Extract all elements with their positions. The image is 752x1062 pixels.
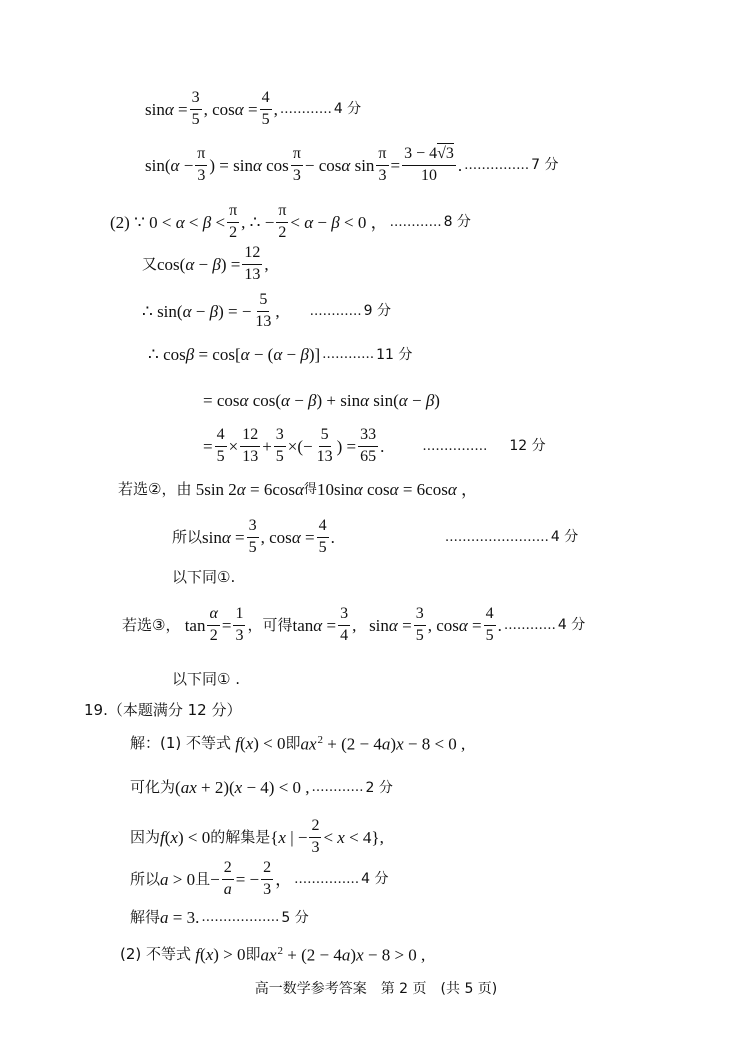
score-8: 8 分	[443, 214, 471, 231]
q19-line1: 解：(1) 不等式 f(x) < 0 即 $ax^2 + (2 - 4a)x - 8 < 0$ ,	[130, 734, 466, 754]
line-option2: 若选②，由 5sin 2α = 6cosα 得 10sinα cosα = 6cosα ，	[118, 480, 479, 499]
page-footer: 高一数学参考答案 第 2 页 (共 5 页)	[254, 981, 498, 997]
score-12: 12 分	[509, 438, 546, 455]
line-part2-range: (2) ∵ 0 < α < β < $\frac{\pi}{2}$ , ∴ − $\frac{\pi}{2}$ < α − β < 0 ， ………… 8 分	[110, 202, 471, 241]
line-same-as-1: 以下同①.	[172, 568, 236, 586]
line-sin-cos-values: sinα = $\frac{3}{5}$ , cosα = $\frac{4}{5}$ , ………… 4 分	[145, 89, 362, 128]
score-4-b: 4 分	[550, 529, 579, 546]
line-option2-result: 所以 sinα = $\frac{3}{5}$ , cosα = $\frac{4}{5}$ . …………………… 4 分	[172, 517, 579, 556]
score-9: 9 分	[363, 303, 392, 320]
line-sin-alpha-minus-pi3: sin(α − $\frac{\pi}{3}$ ) = sinα cos $\frac{\pi}{3}$ − cosα sin $\frac{\pi}{3}$ = $\frac{3 - 4√3}{10}$ . …………… 7 分	[145, 145, 559, 184]
q19-line6: (2) 不等式 f(x) > 0 即 $ax^2 + (2 - 4a)x - 8 > 0$ ,	[120, 945, 426, 965]
score-2: 2 分	[365, 779, 393, 796]
score-7: 7 分	[531, 157, 559, 174]
score-4-d: 4 分	[361, 871, 389, 888]
score-4-c: 4 分	[557, 617, 586, 634]
line-result-33-65: = $\frac{4}{5}$ × $\frac{12}{13}$ + $\frac{3}{5}$ ×(− $\frac{5}{13}$ ) = $\frac{33}{65}$ . …………… 12 分	[203, 426, 546, 465]
q19-line4: 所以 a > 0 且 − $\frac{2}{a}$ = − $\frac{2}{3}$ ， …………… 4 分	[130, 859, 389, 898]
score-5: 5 分	[281, 909, 309, 926]
line-cos-alpha-minus-beta: 又 cos(α − β) = $\frac{12}{13}$ ,	[142, 244, 269, 283]
q19-line5: 解得 a = 3. ……………… 5 分	[130, 908, 309, 927]
score-11: 11 分	[376, 346, 413, 363]
line-option3: 若选③， tan $\frac{\alpha}{2}$ = $\frac{1}{3}$ ，可得 tanα = $\frac{3}{4}$ , sinα = $\frac{3}{5}$ , cosα = $\frac{4}{5}$ . ………… 4 分	[122, 605, 586, 644]
line-sin-alpha-minus-beta: ∴ sin(α − β) = − $\frac{5}{13}$ , ………… 9 分	[142, 291, 392, 330]
q19-title: 19.（本题满分 12 分）	[84, 701, 242, 719]
score-4: 4 分	[333, 101, 362, 118]
line-same-as-1-b: 以下同① .	[172, 670, 240, 688]
q19-line2: 可化为 (ax + 2)(x − 4) < 0 , ………… 2 分	[130, 778, 393, 797]
line-cos-beta: ∴ cosβ = cos[α − (α − β)] ………… 11 分	[148, 345, 413, 364]
line-expansion: = cosα cos(α − β) + sinα sin(α − β)	[203, 391, 440, 410]
q19-line3: 因为 f(x) < 0 的解集是 {x | − $\frac{2}{3}$ < x < 4},	[130, 817, 384, 856]
